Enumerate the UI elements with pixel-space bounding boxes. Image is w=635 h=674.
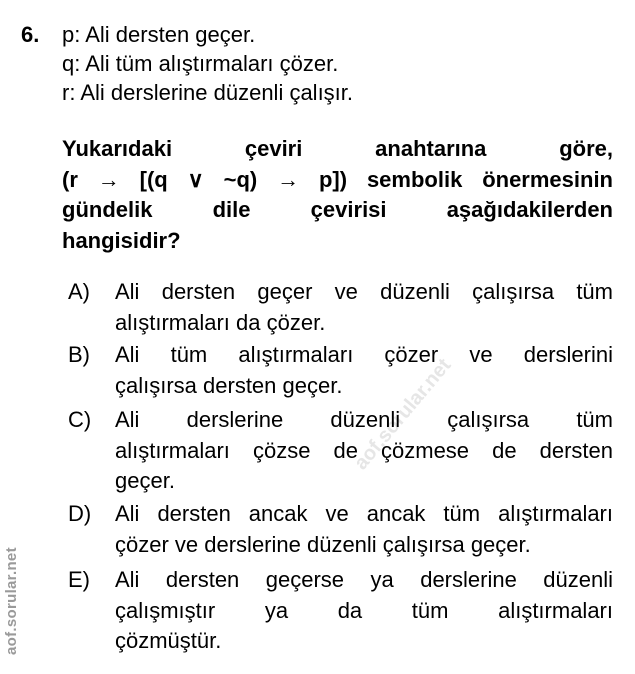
premise-p: p: Ali dersten geçer.	[62, 22, 256, 47]
stem-line: Yukarıdaki çeviri anahtarına göre,	[62, 136, 613, 161]
question-stem	[62, 134, 613, 256]
option-text: Ali derslerine düzenli çalışırsa tüm alıştırmaları çözse de çözmese de dersten geçer.	[115, 407, 613, 493]
option-letter: B)	[68, 342, 90, 367]
option-text: Ali dersten ancak ve ancak tüm alıştırmaları çözer ve derslerine düzenli çalışırsa geçer.	[115, 501, 613, 557]
stem-line: gündelik dile çevirisi aşağıdakilerden	[62, 197, 613, 222]
question-number: 6.	[21, 22, 40, 47]
stem-line: hangisidir?	[62, 227, 181, 253]
option-letter: D)	[68, 501, 92, 526]
premise-q: q: Ali tüm alıştırmaları çözer.	[62, 51, 339, 76]
option-text: Ali dersten geçer ve düzenli çalışırsa tüm alıştırmaları da çözer.	[115, 279, 613, 335]
premise-r: r: Ali derslerine düzenli çalışır.	[62, 80, 354, 105]
side-watermark: aof.sorular.net	[3, 547, 20, 655]
option-letter: C)	[68, 407, 92, 432]
option-letter: A)	[68, 279, 90, 304]
stem-line: (r → [(q ∨ ~q) → p]) sembolik önermesinin	[62, 166, 613, 192]
option-text: Ali tüm alıştırmaları çözer ve derslerini çalışırsa dersten geçer.	[115, 342, 613, 398]
option-text: Ali dersten geçerse ya derslerine düzenli çalışmıştır ya da tüm alıştırmaları çözmüştür.	[115, 567, 613, 653]
option-letter: E)	[68, 567, 90, 592]
diagonal-watermark: aof.sorular.net	[350, 354, 456, 475]
